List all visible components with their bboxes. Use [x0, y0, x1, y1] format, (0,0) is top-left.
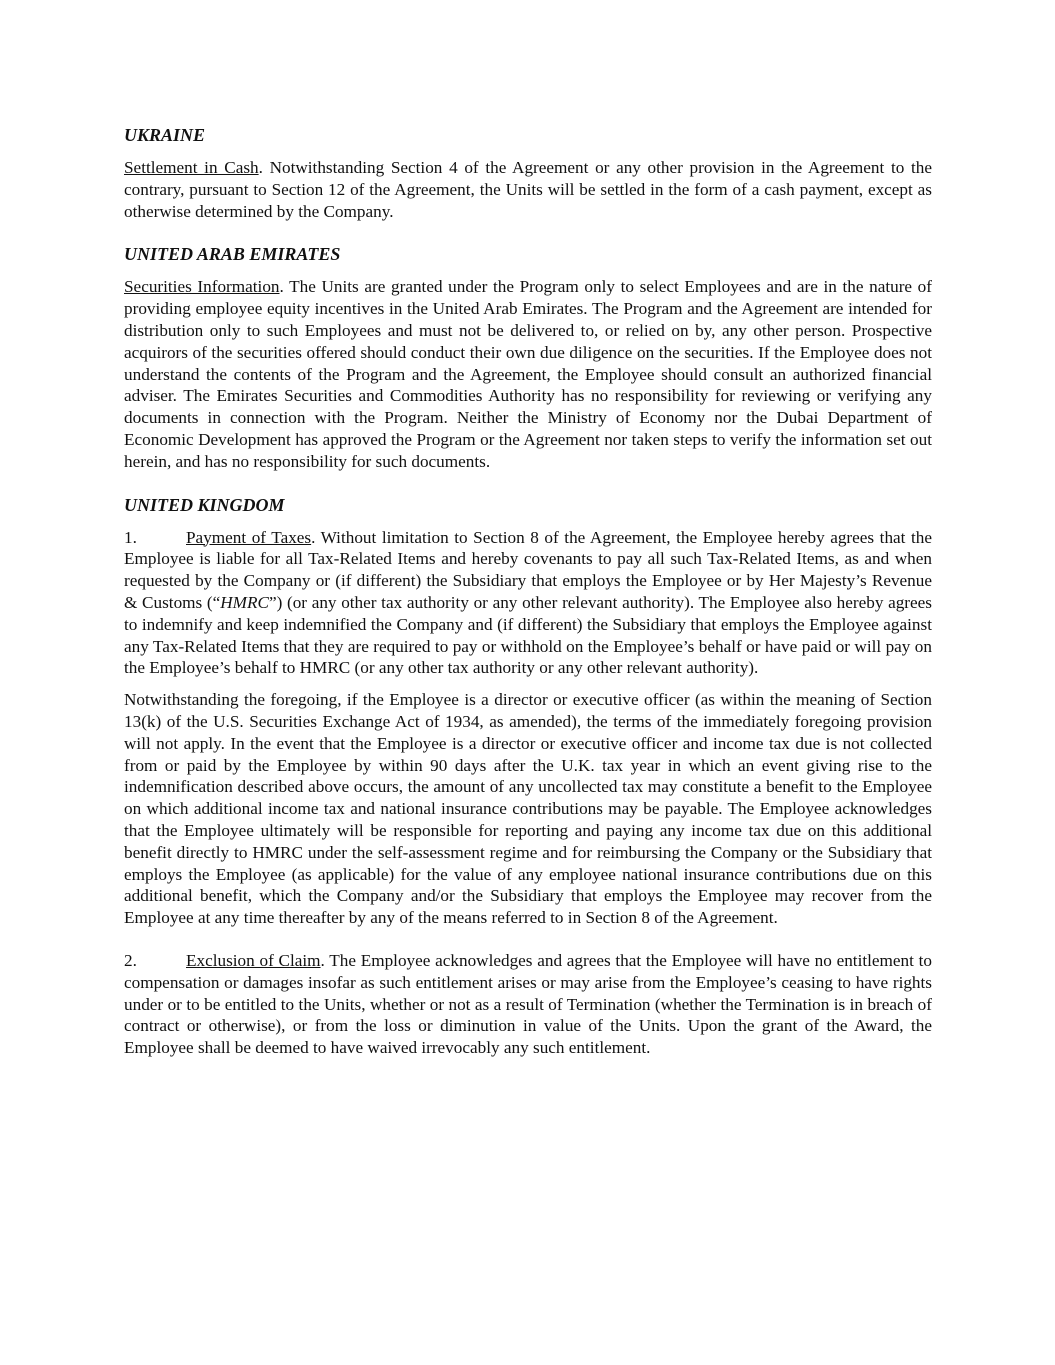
section-heading-uk: UNITED KINGDOM [124, 494, 285, 515]
uk-exclusion-of-claim-paragraph [124, 950, 932, 1059]
document-page [124, 124, 932, 1059]
payment-of-taxes-text-b: ”) (or any other tax authority or any other relevant authority). The Employee also hereby agrees to indemnify and keep indemnified the Company and (if different) the Subsidiary that employs the Employee against any Tax-Related Items that they are required to pay or withhold on the Employee’s behalf or have paid or will pay on the Employee’s behalf to HMRC (or any other tax authority or any other relevant authority). [124, 592, 932, 678]
securities-information-title: Securities Information [124, 277, 280, 297]
securities-information-text: . The Units are granted under the Program only to select Employees and are in the nature of providing employee equity incentives in the United Arab Emirates. The Program and the Agreement are intended for distribution only to such Employees and must not be delivered to, or relied on by, any other person. Prospective acquirors of the securities offered should conduct their own due diligence on the securities. If the Employee does not understand the contents of the Program and the Agreement, the Employee should consult an authorized financial adviser. The Emirates Securities and Commodities Authority has no responsibility for reviewing or verifying any documents in connection with the Program. Neither the Ministry of Economy nor the Dubai Department of Economic Development has approved the Program or the Agreement nor taken steps to verify the information set out herein, and has no responsibility for such documents. [124, 277, 933, 471]
item-number-2: 2. [124, 950, 137, 970]
item-number-1: 1. [124, 527, 137, 547]
section-heading-ukraine: UKRAINE [124, 125, 206, 145]
ukraine-settlement-paragraph [124, 157, 932, 222]
settlement-in-cash-title: Settlement in Cash [124, 158, 259, 177]
hmrc-term: HMRC [220, 592, 269, 612]
payment-of-taxes-text-a: . Without limitation to Section 8 of the Agreement, the Employee hereby agrees that the Employee is liable for all Tax-Related Items and hereby covenants to pay all such Tax-Related Items, as and when requested by the Company or (if different) the Subsidiary that employs the Employee or by Her Majesty’s Revenue & Customs (“ [124, 527, 932, 612]
uk-payment-of-taxes-paragraph [124, 527, 932, 680]
exclusion-of-claim-text: . The Employee acknowledges and agrees that the Employee will have no entitlement to compensation or damages insofar as such entitlement arises or may arise from the Employee’s ceasing to have rights under or to be entitled to the Units, whether or not as a result of Termination (whether the Termination is in breach of contract or otherwise), or from the loss or diminution in value of the Units. Upon the grant of the Award, the Employee shall be deemed to have waived irrevocably any such entitlement. [124, 950, 933, 1058]
section-heading-uae: UNITED ARAB EMIRATES [124, 244, 341, 265]
payment-of-taxes-title: Payment of Taxes [186, 527, 312, 547]
settlement-in-cash-text: . Notwithstanding Section 4 of the Agreement or any other provision in the Agreement to the contrary, pursuant to Section 12 of the Agreement, the Units will be settled in the form of a cash payment, except as otherwise determined by the Company. [124, 158, 932, 221]
uk-notwithstanding-paragraph: Notwithstanding the foregoing, if the Employee is a director or executive officer (as within the meaning of Section 13(k) of the U.S. Securities Exchange Act of 1934, as amended), the terms of the immediately foregoing provision will not apply. In the event that the Employee is a director or executive officer and income tax due is not collected from or paid by the Employee by within 90 days after the U.K. tax year in which an event giving rise to the indemnification described above occurs, the amount of any uncollected tax may constitute a benefit to the Employee on which additional income tax and national insurance contributions may be payable. The Employee acknowledges that the Employee ultimately will be responsible for reporting and paying any income tax due on this additional benefit directly to HMRC under the self-assessment regime and for reimbursing the Company or the Subsidiary that employs the Employee (as applicable) for the value of any employee national insurance contributions due on this additional benefit, which the Company and/or the Subsidiary that employs the Employee may recover from the Employee at any time thereafter by any of the means referred to in Section 8 of the Agreement. [124, 690, 932, 928]
uae-securities-paragraph [124, 276, 932, 472]
exclusion-of-claim-title: Exclusion of Claim [186, 950, 321, 970]
